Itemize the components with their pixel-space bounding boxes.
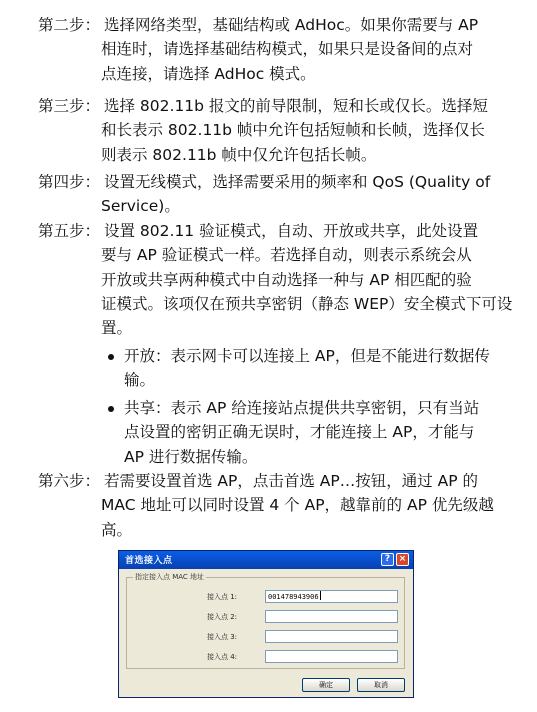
dialog-title: 首选接入点 — [125, 556, 173, 566]
step-label: 第三步： — [38, 97, 101, 115]
step-label: 第二步： — [38, 16, 101, 34]
step-line: 选择 802.11b 报文的前导限制，短和长或仅长。选择短 — [104, 97, 488, 115]
step-2 — [38, 13, 508, 86]
step-label: 第五步： — [38, 222, 101, 240]
ap-field-label: 接入点 4: — [207, 653, 238, 661]
step-4 — [38, 170, 508, 219]
step-line: 选择网络类型，基础结构或 AdHoc。如果你需要与 AP — [104, 16, 479, 34]
step-line: 则表示 802.11b 帧中仅允许包括长帧。 — [101, 145, 377, 164]
bullet-dot-icon — [108, 406, 114, 412]
bullet-shared — [108, 396, 508, 469]
step-line: 置。 — [101, 319, 133, 338]
step-body — [38, 13, 508, 86]
step-line: 和长表示 802.11b 帧中允许包括短帧和长帧，选择仅长 — [101, 121, 485, 140]
ap-2-input[interactable] — [265, 610, 398, 623]
step-body — [38, 219, 513, 340]
step-6 — [38, 469, 508, 542]
bullet-open — [108, 344, 508, 393]
step-body — [38, 170, 508, 219]
groupbox-legend: 指定接入点 MAC 地址 — [135, 573, 205, 581]
ap-field-row-4 — [127, 650, 406, 664]
bullet-dot-icon — [108, 354, 114, 360]
step-line: 设置无线模式，选择需要采用的频率和 QoS (Quality of — [104, 173, 491, 191]
step-3 — [38, 94, 508, 167]
mac-groupbox — [126, 573, 405, 669]
preferred-ap-dialog — [118, 550, 414, 698]
step-5 — [38, 219, 513, 340]
ap-3-input[interactable] — [265, 630, 398, 643]
step-line: 点连接，请选择 AdHoc 模式。 — [101, 64, 316, 83]
step-body — [38, 469, 508, 542]
help-icon[interactable]: ? — [381, 553, 394, 566]
bullet-line: 开放：表示网卡可以连接上 AP，但是不能进行数据传 — [124, 347, 490, 365]
ap-field-row-2 — [127, 610, 406, 624]
step-line: 要与 AP 验证模式一样。若选择自动，则表示系统会从 — [101, 246, 472, 265]
cancel-button[interactable]: 取消 — [357, 678, 405, 692]
ap-1-input[interactable] — [265, 590, 398, 603]
step-line: 开放或共享两种模式中自动选择一种与 AP 相匹配的验 — [101, 270, 472, 289]
step-line: MAC 地址可以同时设置 4 个 AP，越靠前的 AP 优先级越 — [101, 496, 494, 515]
step-line: 设置 802.11 验证模式，自动、开放或共享，此处设置 — [104, 222, 479, 240]
bullet-line: 输。 — [124, 371, 156, 390]
ap-4-input[interactable] — [265, 650, 398, 663]
step-label: 第四步： — [38, 173, 101, 191]
step-line: 相连时，请选择基础结构模式，如果只是设备间的点对 — [101, 40, 474, 59]
step-line: 若需要设置首选 AP，点击首选 AP…按钮，通过 AP 的 — [104, 472, 479, 490]
step-body — [38, 94, 508, 167]
ok-button[interactable]: 确定 — [302, 678, 350, 692]
text-caret — [320, 591, 321, 600]
step-line: 证模式。该项仅在预共享密钥（静态 WEP）安全模式下可设 — [101, 294, 513, 313]
close-icon[interactable]: × — [396, 553, 409, 566]
dialog-titlebar[interactable] — [119, 551, 413, 569]
ap-field-label: 接入点 2: — [207, 613, 238, 621]
ap-1-value: 001478943906 — [268, 593, 319, 601]
ap-field-label: 接入点 1: — [207, 593, 238, 601]
ap-field-label: 接入点 3: — [207, 633, 238, 641]
ap-field-row-3 — [127, 630, 406, 644]
bullet-line: 共享：表示 AP 给连接站点提供共享密钥，只有当站 — [124, 399, 480, 417]
step-line: Service)。 — [101, 197, 180, 216]
bullet-line: 点设置的密钥正确无误时，才能连接上 AP，才能与 — [124, 423, 475, 442]
ap-field-row-1 — [127, 590, 406, 604]
step-label: 第六步： — [38, 472, 101, 490]
bullet-line: AP 进行数据传输。 — [124, 447, 258, 466]
step-line: 高。 — [101, 520, 133, 539]
